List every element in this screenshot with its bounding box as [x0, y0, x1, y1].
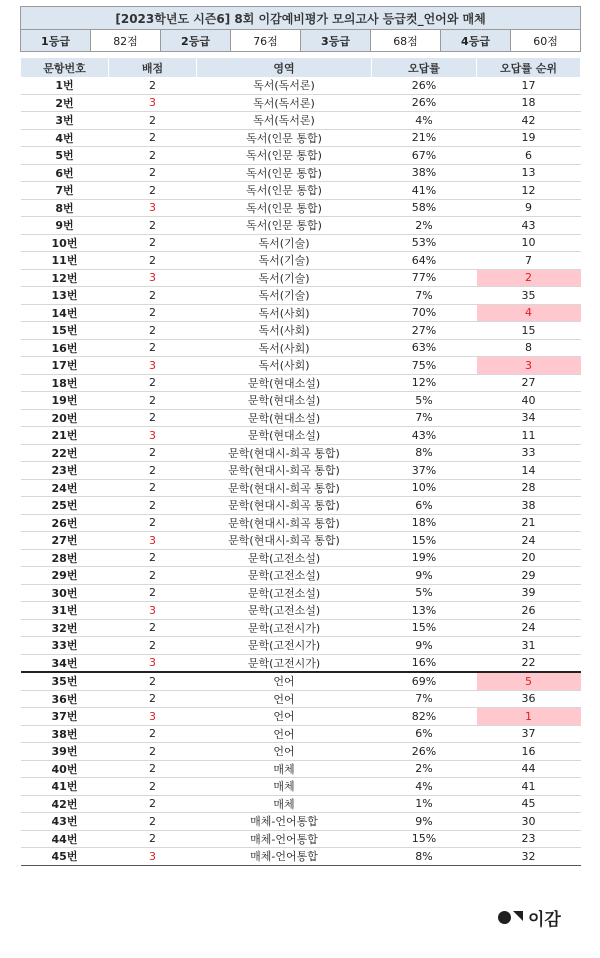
error-rate-cell: 5%	[372, 392, 477, 410]
area-cell: 독서(기술)	[197, 252, 372, 270]
error-rate-cell: 6%	[372, 725, 477, 743]
points-cell: 2	[109, 584, 197, 602]
question-no-cell: 23번	[21, 462, 109, 480]
points-cell: 2	[109, 497, 197, 515]
points-cell: 2	[109, 462, 197, 480]
table-row	[21, 514, 581, 532]
error-rate-cell: 77%	[372, 269, 477, 287]
question-no-cell: 43번	[21, 813, 109, 831]
table-row	[21, 532, 581, 550]
table-header-row	[21, 58, 581, 77]
error-rank-cell: 34	[477, 409, 581, 427]
error-rank-cell: 18	[477, 94, 581, 112]
error-rate-cell: 4%	[372, 778, 477, 796]
area-cell: 독서(사회)	[197, 339, 372, 357]
table-row	[21, 725, 581, 743]
question-no-cell: 44번	[21, 830, 109, 848]
error-rank-cell: 39	[477, 584, 581, 602]
points-cell: 2	[109, 234, 197, 252]
points-cell: 3	[109, 427, 197, 445]
table-row	[21, 269, 581, 287]
points-cell: 2	[109, 813, 197, 831]
question-no-cell: 42번	[21, 795, 109, 813]
question-no-cell: 37번	[21, 708, 109, 726]
question-no-cell: 26번	[21, 514, 109, 532]
table-row	[21, 164, 581, 182]
error-rank-cell: 42	[477, 112, 581, 130]
question-no-cell: 5번	[21, 147, 109, 165]
error-rank-cell: 31	[477, 637, 581, 655]
table-row	[21, 339, 581, 357]
points-cell: 3	[109, 654, 197, 672]
points-cell: 3	[109, 848, 197, 866]
error-rate-cell: 16%	[372, 654, 477, 672]
area-cell: 문학(현대시-희곡 통합)	[197, 479, 372, 497]
area-cell: 문학(고전소설)	[197, 602, 372, 620]
table-row	[21, 112, 581, 130]
area-cell: 문학(고전소설)	[197, 584, 372, 602]
points-cell: 2	[109, 619, 197, 637]
area-cell: 문학(현대소설)	[197, 374, 372, 392]
area-cell: 매체-언어통합	[197, 830, 372, 848]
error-rate-cell: 8%	[372, 444, 477, 462]
area-cell: 독서(인문 통합)	[197, 147, 372, 165]
error-rate-cell: 63%	[372, 339, 477, 357]
table-row	[21, 199, 581, 217]
points-cell: 2	[109, 444, 197, 462]
grade-label: 1등급	[21, 30, 91, 52]
question-no-cell: 29번	[21, 567, 109, 585]
question-no-cell: 28번	[21, 549, 109, 567]
points-cell: 2	[109, 182, 197, 200]
error-rate-cell: 12%	[372, 374, 477, 392]
error-rank-cell: 26	[477, 602, 581, 620]
points-cell: 3	[109, 708, 197, 726]
table-row	[21, 619, 581, 637]
question-no-cell: 18번	[21, 374, 109, 392]
points-cell: 2	[109, 164, 197, 182]
area-cell: 언어	[197, 708, 372, 726]
error-rank-cell: 15	[477, 322, 581, 340]
area-cell: 독서(인문 통합)	[197, 129, 372, 147]
error-rate-cell: 43%	[372, 427, 477, 445]
question-no-cell: 30번	[21, 584, 109, 602]
points-cell: 3	[109, 199, 197, 217]
area-cell: 문학(고전소설)	[197, 567, 372, 585]
brand-logo	[498, 906, 561, 928]
table-row	[21, 637, 581, 655]
table-row	[21, 830, 581, 848]
error-rate-cell: 1%	[372, 795, 477, 813]
error-rate-cell: 64%	[372, 252, 477, 270]
error-rank-cell: 12	[477, 182, 581, 200]
question-no-cell: 19번	[21, 392, 109, 410]
table-row	[21, 77, 581, 94]
question-no-cell: 8번	[21, 199, 109, 217]
logo-text: 이감	[528, 909, 561, 930]
area-cell: 언어	[197, 743, 372, 761]
error-rate-cell: 18%	[372, 514, 477, 532]
error-rank-cell: 44	[477, 760, 581, 778]
area-cell: 독서(사회)	[197, 357, 372, 375]
points-cell: 2	[109, 725, 197, 743]
error-rate-cell: 9%	[372, 813, 477, 831]
points-cell: 2	[109, 147, 197, 165]
table-row	[21, 760, 581, 778]
error-rate-cell: 15%	[372, 619, 477, 637]
area-cell: 문학(현대소설)	[197, 427, 372, 445]
error-rank-cell: 5	[477, 672, 581, 690]
area-cell: 문학(현대소설)	[197, 392, 372, 410]
question-no-cell: 12번	[21, 269, 109, 287]
question-no-cell: 40번	[21, 760, 109, 778]
points-cell: 2	[109, 287, 197, 305]
error-rate-cell: 13%	[372, 602, 477, 620]
error-rank-cell: 33	[477, 444, 581, 462]
area-cell: 문학(현대시-희곡 통합)	[197, 462, 372, 480]
area-cell: 문학(현대소설)	[197, 409, 372, 427]
points-cell: 2	[109, 217, 197, 235]
error-rate-cell: 26%	[372, 94, 477, 112]
error-rank-cell: 9	[477, 199, 581, 217]
area-cell: 문학(고전시가)	[197, 637, 372, 655]
error-rank-cell: 6	[477, 147, 581, 165]
table-row	[21, 252, 581, 270]
question-no-cell: 27번	[21, 532, 109, 550]
table-row	[21, 778, 581, 796]
grade-label: 4등급	[441, 30, 511, 52]
area-cell: 독서(기술)	[197, 269, 372, 287]
question-no-cell: 6번	[21, 164, 109, 182]
error-rate-cell: 10%	[372, 479, 477, 497]
question-no-cell: 21번	[21, 427, 109, 445]
error-rank-cell: 24	[477, 532, 581, 550]
error-rank-cell: 22	[477, 654, 581, 672]
error-rate-cell: 2%	[372, 760, 477, 778]
error-rank-cell: 24	[477, 619, 581, 637]
table-row	[21, 357, 581, 375]
table-row	[21, 497, 581, 515]
area-cell: 독서(기술)	[197, 287, 372, 305]
points-cell: 2	[109, 129, 197, 147]
error-rank-cell: 28	[477, 479, 581, 497]
error-rank-cell: 40	[477, 392, 581, 410]
table-body	[21, 77, 581, 865]
area-cell: 문학(고전시가)	[197, 654, 372, 672]
points-cell: 3	[109, 532, 197, 550]
area-cell: 독서(사회)	[197, 304, 372, 322]
area-cell: 독서(인문 통합)	[197, 164, 372, 182]
question-no-cell: 32번	[21, 619, 109, 637]
question-no-cell: 45번	[21, 848, 109, 866]
grade-score: 68점	[371, 30, 441, 52]
table-row	[21, 444, 581, 462]
area-cell: 문학(현대시-희곡 통합)	[197, 444, 372, 462]
error-rate-cell: 69%	[372, 672, 477, 690]
error-rate-cell: 8%	[372, 848, 477, 866]
error-rank-cell: 19	[477, 129, 581, 147]
error-rank-cell: 7	[477, 252, 581, 270]
question-no-cell: 14번	[21, 304, 109, 322]
points-cell: 2	[109, 479, 197, 497]
question-no-cell: 10번	[21, 234, 109, 252]
points-cell: 2	[109, 514, 197, 532]
header-points: 배점	[109, 58, 197, 77]
error-rank-cell: 27	[477, 374, 581, 392]
error-rate-cell: 4%	[372, 112, 477, 130]
points-cell: 2	[109, 690, 197, 708]
error-rate-table	[20, 58, 581, 866]
error-rank-cell: 4	[477, 304, 581, 322]
points-cell: 2	[109, 339, 197, 357]
table-row	[21, 743, 581, 761]
error-rank-cell: 16	[477, 743, 581, 761]
error-rate-cell: 75%	[372, 357, 477, 375]
area-cell: 독서(인문 통합)	[197, 199, 372, 217]
error-rate-cell: 9%	[372, 637, 477, 655]
table-row	[21, 427, 581, 445]
area-cell: 독서(독서론)	[197, 94, 372, 112]
area-cell: 언어	[197, 672, 372, 690]
logo-circle-icon	[498, 911, 511, 924]
points-cell: 2	[109, 637, 197, 655]
question-no-cell: 22번	[21, 444, 109, 462]
table-row	[21, 94, 581, 112]
error-rank-cell: 45	[477, 795, 581, 813]
error-rank-cell: 1	[477, 708, 581, 726]
table-row	[21, 374, 581, 392]
question-no-cell: 34번	[21, 654, 109, 672]
logo-triangle-icon	[513, 911, 523, 921]
error-rank-cell: 17	[477, 77, 581, 94]
question-no-cell: 7번	[21, 182, 109, 200]
table-row	[21, 848, 581, 866]
points-cell: 2	[109, 322, 197, 340]
error-rank-cell: 20	[477, 549, 581, 567]
table-row	[21, 147, 581, 165]
error-rank-cell: 21	[477, 514, 581, 532]
area-cell: 매체	[197, 760, 372, 778]
question-no-cell: 39번	[21, 743, 109, 761]
area-cell: 문학(현대시-희곡 통합)	[197, 532, 372, 550]
error-rate-cell: 26%	[372, 743, 477, 761]
points-cell: 2	[109, 567, 197, 585]
table-row	[21, 690, 581, 708]
question-no-cell: 41번	[21, 778, 109, 796]
question-no-cell: 25번	[21, 497, 109, 515]
grade-score: 82점	[91, 30, 161, 52]
question-no-cell: 31번	[21, 602, 109, 620]
points-cell: 2	[109, 743, 197, 761]
error-rate-cell: 5%	[372, 584, 477, 602]
error-rate-cell: 15%	[372, 830, 477, 848]
error-rank-cell: 2	[477, 269, 581, 287]
area-cell: 문학(고전시가)	[197, 619, 372, 637]
grade-score: 76점	[231, 30, 301, 52]
error-rate-cell: 2%	[372, 217, 477, 235]
points-cell: 2	[109, 77, 197, 94]
area-cell: 문학(현대시-희곡 통합)	[197, 514, 372, 532]
table-row	[21, 567, 581, 585]
area-cell: 매체-언어통합	[197, 813, 372, 831]
error-rank-cell: 32	[477, 848, 581, 866]
error-rate-cell: 7%	[372, 409, 477, 427]
points-cell: 2	[109, 252, 197, 270]
area-cell: 문학(현대시-희곡 통합)	[197, 497, 372, 515]
points-cell: 2	[109, 304, 197, 322]
question-no-cell: 24번	[21, 479, 109, 497]
error-rank-cell: 41	[477, 778, 581, 796]
error-rank-cell: 14	[477, 462, 581, 480]
error-rank-cell: 38	[477, 497, 581, 515]
table-row	[21, 182, 581, 200]
error-rate-cell: 38%	[372, 164, 477, 182]
header-question-no: 문항번호	[21, 58, 109, 77]
table-row	[21, 795, 581, 813]
question-no-cell: 13번	[21, 287, 109, 305]
question-no-cell: 36번	[21, 690, 109, 708]
points-cell: 3	[109, 269, 197, 287]
error-rank-cell: 37	[477, 725, 581, 743]
error-rate-cell: 82%	[372, 708, 477, 726]
area-cell: 독서(인문 통합)	[197, 217, 372, 235]
grade-score: 60점	[511, 30, 581, 52]
area-cell: 문학(고전소설)	[197, 549, 372, 567]
error-rank-cell: 11	[477, 427, 581, 445]
table-row	[21, 479, 581, 497]
area-cell: 매체	[197, 778, 372, 796]
question-no-cell: 33번	[21, 637, 109, 655]
table-row	[21, 217, 581, 235]
points-cell: 2	[109, 795, 197, 813]
question-no-cell: 38번	[21, 725, 109, 743]
question-no-cell: 20번	[21, 409, 109, 427]
report-container	[20, 6, 580, 866]
error-rank-cell: 8	[477, 339, 581, 357]
error-rank-cell: 23	[477, 830, 581, 848]
points-cell: 2	[109, 778, 197, 796]
points-cell: 2	[109, 830, 197, 848]
table-row	[21, 234, 581, 252]
error-rate-cell: 58%	[372, 199, 477, 217]
table-row	[21, 602, 581, 620]
points-cell: 2	[109, 374, 197, 392]
question-no-cell: 4번	[21, 129, 109, 147]
error-rate-cell: 37%	[372, 462, 477, 480]
points-cell: 2	[109, 760, 197, 778]
question-no-cell: 11번	[21, 252, 109, 270]
question-no-cell: 16번	[21, 339, 109, 357]
area-cell: 언어	[197, 690, 372, 708]
error-rank-cell: 36	[477, 690, 581, 708]
question-no-cell: 17번	[21, 357, 109, 375]
table-row	[21, 584, 581, 602]
table-row	[21, 322, 581, 340]
error-rank-cell: 29	[477, 567, 581, 585]
error-rate-cell: 67%	[372, 147, 477, 165]
grade-label: 3등급	[301, 30, 371, 52]
area-cell: 독서(기술)	[197, 234, 372, 252]
grade-label: 2등급	[161, 30, 231, 52]
error-rank-cell: 43	[477, 217, 581, 235]
points-cell: 3	[109, 357, 197, 375]
error-rank-cell: 10	[477, 234, 581, 252]
points-cell: 2	[109, 549, 197, 567]
area-cell: 독서(인문 통합)	[197, 182, 372, 200]
table-row	[21, 129, 581, 147]
area-cell: 독서(사회)	[197, 322, 372, 340]
area-cell: 독서(독서론)	[197, 77, 372, 94]
table-row	[21, 392, 581, 410]
error-rate-cell: 70%	[372, 304, 477, 322]
error-rate-cell: 15%	[372, 532, 477, 550]
table-row	[21, 549, 581, 567]
question-no-cell: 35번	[21, 672, 109, 690]
table-row	[21, 304, 581, 322]
error-rank-cell: 35	[477, 287, 581, 305]
grade-cut-row	[21, 30, 581, 52]
error-rate-cell: 27%	[372, 322, 477, 340]
table-row	[21, 708, 581, 726]
table-row	[21, 654, 581, 672]
error-rank-cell: 3	[477, 357, 581, 375]
grade-cut-table	[20, 6, 581, 52]
area-cell: 매체	[197, 795, 372, 813]
points-cell: 3	[109, 94, 197, 112]
error-rate-cell: 21%	[372, 129, 477, 147]
header-area: 영역	[197, 58, 372, 77]
table-row	[21, 287, 581, 305]
question-no-cell: 2번	[21, 94, 109, 112]
error-rank-cell: 13	[477, 164, 581, 182]
header-error-rate: 오답률	[372, 58, 477, 77]
error-rate-cell: 53%	[372, 234, 477, 252]
error-rate-cell: 9%	[372, 567, 477, 585]
table-row	[21, 409, 581, 427]
question-no-cell: 1번	[21, 77, 109, 94]
question-no-cell: 9번	[21, 217, 109, 235]
area-cell: 독서(독서론)	[197, 112, 372, 130]
question-no-cell: 3번	[21, 112, 109, 130]
points-cell: 2	[109, 672, 197, 690]
error-rate-cell: 26%	[372, 77, 477, 94]
error-rate-cell: 7%	[372, 690, 477, 708]
table-row	[21, 813, 581, 831]
table-row	[21, 672, 581, 690]
error-rank-cell: 30	[477, 813, 581, 831]
error-rate-cell: 7%	[372, 287, 477, 305]
points-cell: 2	[109, 392, 197, 410]
table-row	[21, 462, 581, 480]
points-cell: 2	[109, 409, 197, 427]
area-cell: 매체-언어통합	[197, 848, 372, 866]
error-rate-cell: 19%	[372, 549, 477, 567]
error-rate-cell: 41%	[372, 182, 477, 200]
page-title: [2023학년도 시즌6] 8회 이감예비평가 모의고사 등급컷_언어와 매체	[21, 7, 581, 30]
header-error-rank: 오답률 순위	[477, 58, 581, 77]
question-no-cell: 15번	[21, 322, 109, 340]
area-cell: 언어	[197, 725, 372, 743]
error-rate-cell: 6%	[372, 497, 477, 515]
points-cell: 2	[109, 112, 197, 130]
points-cell: 3	[109, 602, 197, 620]
